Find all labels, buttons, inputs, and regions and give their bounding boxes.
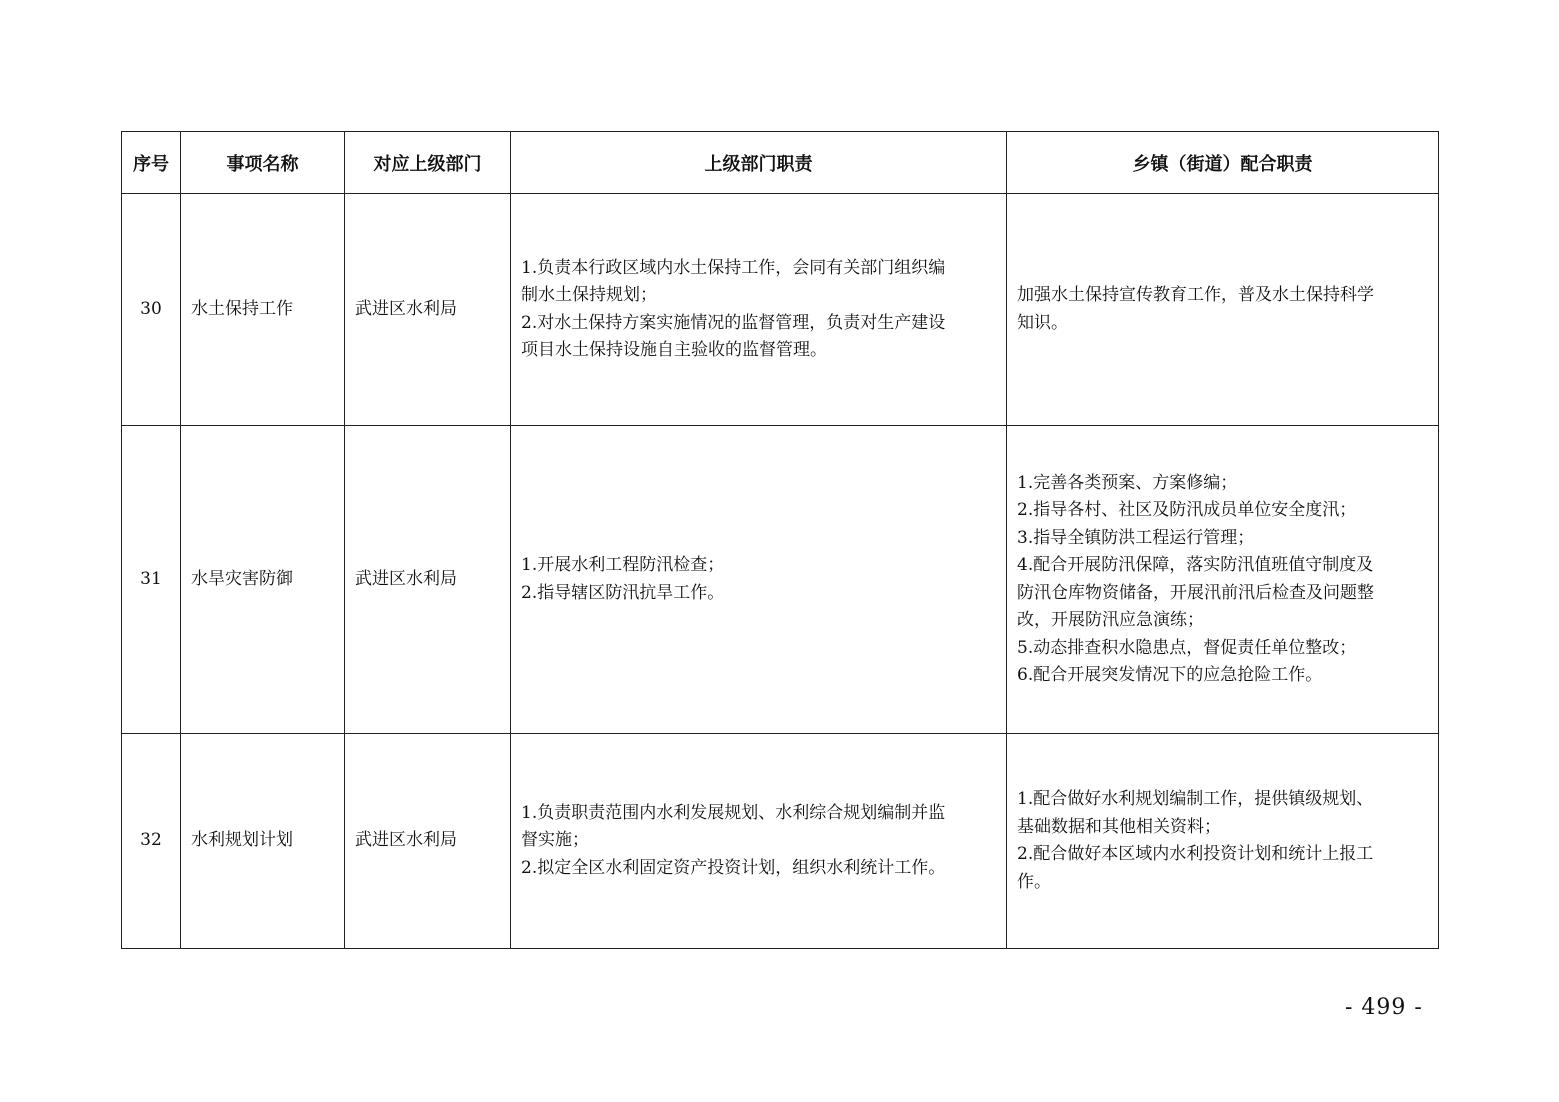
serial-number-cell: 30 xyxy=(122,194,181,426)
township-duties-cell xyxy=(1007,426,1439,734)
duty-line: 2.对水土保持方案实施情况的监督管理，负责对生产建设 xyxy=(521,312,946,333)
duty-line: 1.开展水利工程防汛检查； xyxy=(521,555,725,575)
duty-line: 3.指导全镇防洪工程运行管理； xyxy=(1017,527,1255,548)
duty-line: 制水土保持规划； xyxy=(521,285,657,305)
department-cell: 武进区水利局 xyxy=(345,194,511,426)
duty-line: 2.指导各村、社区及防汛成员单位安全度汛； xyxy=(1017,500,1357,520)
duty-line: 6.配合开展突发情况下的应急抢险工作。 xyxy=(1017,665,1323,685)
duty-line: 1.负责本行政区域内水土保持工作，会同有关部门组织编 xyxy=(521,257,946,278)
table-row xyxy=(122,426,1439,734)
duty-line: 2.拟定全区水利固定资产投资计划，组织水利统计工作。 xyxy=(521,857,946,878)
table-header-row xyxy=(122,132,1439,194)
department-cell: 武进区水利局 xyxy=(345,734,511,949)
township-duties-cell xyxy=(1007,734,1439,949)
item-name-cell: 水土保持工作 xyxy=(181,194,345,426)
header-item-name: 事项名称 xyxy=(181,132,345,194)
duty-line: 改，开展防汛应急演练； xyxy=(1017,610,1204,630)
duty-line: 2.配合做好本区域内水利投资计划和统计上报工 xyxy=(1017,844,1374,864)
header-serial-number: 序号 xyxy=(122,132,181,194)
responsibility-table xyxy=(121,131,1439,949)
page-number: - 499 - xyxy=(1345,995,1423,1020)
item-name-cell: 水利规划计划 xyxy=(181,734,345,949)
township-duties-cell xyxy=(1007,194,1439,426)
superior-duties-cell xyxy=(511,734,1007,949)
duty-line: 基础数据和其他相关资料； xyxy=(1017,816,1221,837)
duty-line: 1.完善各类预案、方案修编； xyxy=(1017,472,1238,493)
superior-duties-cell xyxy=(511,194,1007,426)
duty-line: 项目水土保持设施自主验收的监督管理。 xyxy=(521,340,827,360)
department-cell: 武进区水利局 xyxy=(345,426,511,734)
duty-line: 1.负责职责范围内水利发展规划、水利综合规划编制并监 xyxy=(521,802,946,823)
header-superior-department: 对应上级部门 xyxy=(345,132,511,194)
duty-line: 知识。 xyxy=(1017,312,1068,333)
duty-line: 5.动态排查积水隐患点，督促责任单位整改； xyxy=(1017,637,1357,658)
table-row xyxy=(122,194,1439,426)
table-row xyxy=(122,734,1439,949)
serial-number-cell: 32 xyxy=(122,734,181,949)
duty-line: 1.配合做好水利规划编制工作，提供镇级规划、 xyxy=(1017,789,1374,809)
duty-line: 督实施； xyxy=(521,830,589,851)
duty-line: 作。 xyxy=(1017,871,1051,892)
duty-line: 加强水土保持宣传教育工作，普及水土保持科学 xyxy=(1017,285,1374,305)
duty-line: 2.指导辖区防汛抗旱工作。 xyxy=(521,582,725,603)
superior-duties-cell xyxy=(511,426,1007,734)
serial-number-cell: 31 xyxy=(122,426,181,734)
responsibility-table-container xyxy=(121,131,1438,949)
header-township-duties: 乡镇（街道）配合职责 xyxy=(1007,132,1439,194)
duty-line: 防汛仓库物资储备，开展汛前汛后检查及问题整 xyxy=(1017,582,1374,603)
duty-line: 4.配合开展防汛保障，落实防汛值班值守制度及 xyxy=(1017,555,1374,575)
item-name-cell: 水旱灾害防御 xyxy=(181,426,345,734)
header-superior-duties: 上级部门职责 xyxy=(511,132,1007,194)
